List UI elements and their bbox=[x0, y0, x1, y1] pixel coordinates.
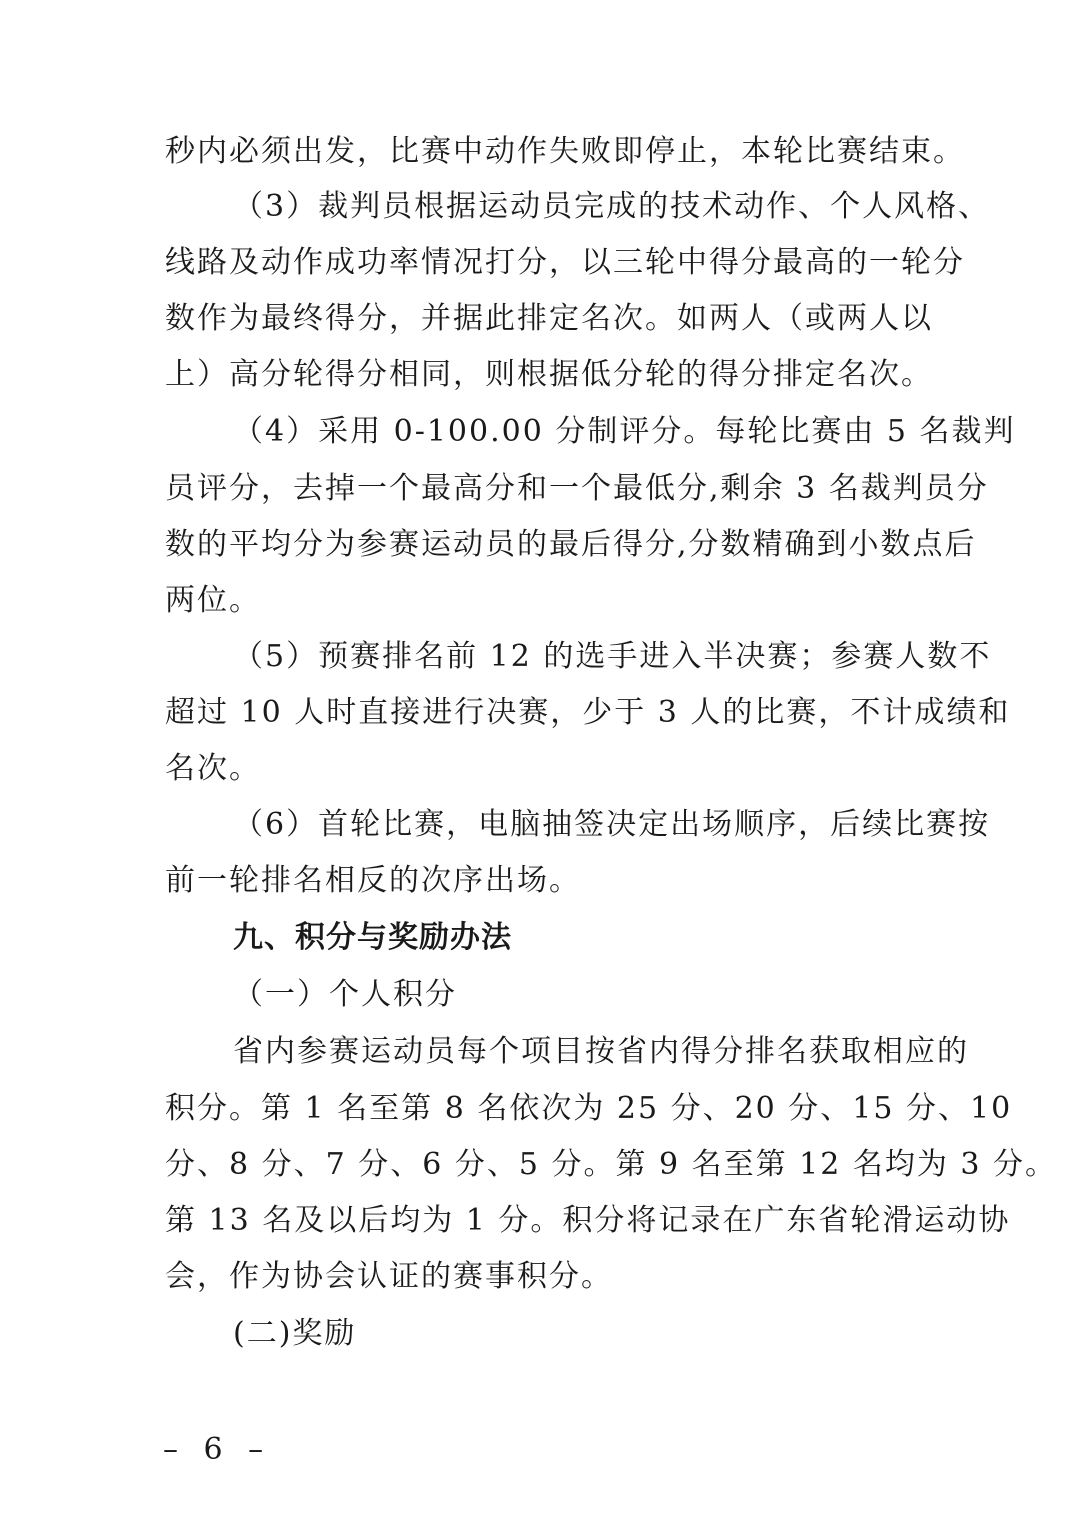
subsection-heading: (二)奖励 bbox=[233, 1316, 357, 1351]
text-line: 省内参赛运动员每个项目按省内得分排名获取相应的 bbox=[233, 1034, 969, 1069]
text-line: （3）裁判员根据运动员完成的技术动作、个人风格、 bbox=[233, 189, 991, 224]
page-number: – 6 – bbox=[163, 1432, 272, 1467]
subsection-heading: （一）个人积分 bbox=[233, 977, 457, 1012]
text-line: 数作为最终得分，并据此排定名次。如两人（或两人以 bbox=[165, 301, 933, 336]
text-line: 前一轮排名相反的次序出场。 bbox=[165, 863, 581, 898]
text-line: 会，作为协会认证的赛事积分。 bbox=[165, 1259, 613, 1294]
text-line: 秒内必须出发，比赛中动作失败即停止，本轮比赛结束。 bbox=[165, 134, 965, 169]
text-line: 线路及动作成功率情况打分，以三轮中得分最高的一轮分 bbox=[165, 245, 965, 280]
text-line: 积分。第 1 名至第 8 名依次为 25 分、20 分、15 分、10 bbox=[165, 1091, 1013, 1126]
text-line: 第 13 名及以后均为 1 分。积分将记录在广东省轮滑运动协 bbox=[165, 1203, 1011, 1238]
text-line: （5）预赛排名前 12 的选手进入半决赛；参赛人数不 bbox=[233, 639, 992, 674]
text-line: 上）高分轮得分相同，则根据低分轮的得分排定名次。 bbox=[165, 357, 933, 392]
text-line: 数的平均分为参赛运动员的最后得分,分数精确到小数点后 bbox=[165, 527, 977, 562]
text-line: 分、8 分、7 分、6 分、5 分。第 9 名至第 12 名均为 3 分。 bbox=[165, 1147, 1058, 1182]
text-line: 超过 10 人时直接进行决赛，少于 3 人的比赛，不计成绩和 bbox=[165, 695, 1011, 730]
section-heading: 九、积分与奖励办法 bbox=[233, 920, 512, 955]
text-line: 名次。 bbox=[165, 751, 261, 786]
text-line: 两位。 bbox=[165, 583, 261, 618]
text-line: （6）首轮比赛，电脑抽签决定出场顺序，后续比赛按 bbox=[233, 807, 991, 842]
text-line: 员评分，去掉一个最高分和一个最低分,剩余 3 名裁判员分 bbox=[165, 471, 989, 506]
text-line: （4）采用 0-100.00 分制评分。每轮比赛由 5 名裁判 bbox=[233, 414, 1016, 449]
